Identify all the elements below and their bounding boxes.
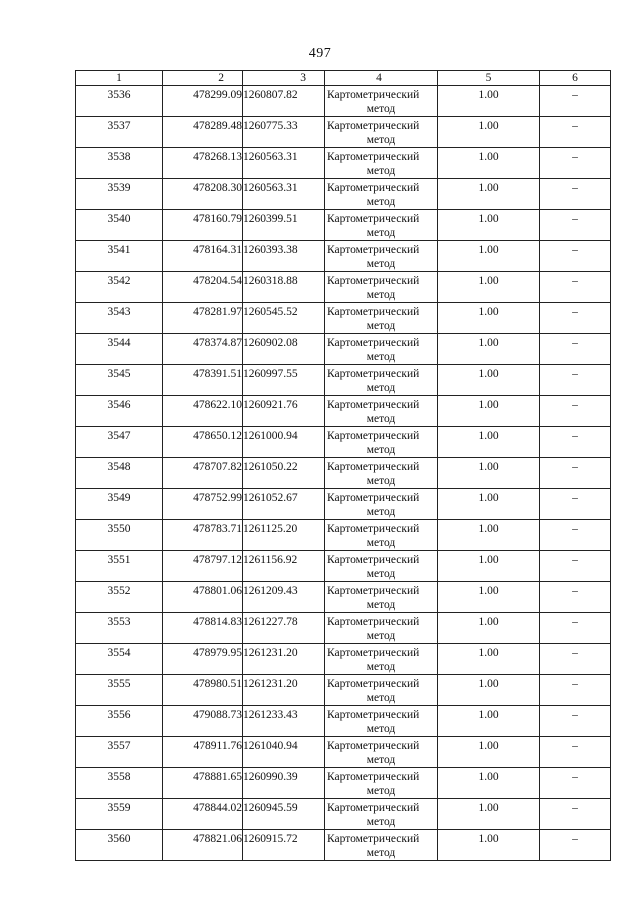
method-text: Картометрический [327, 368, 420, 380]
note-cell: – [540, 272, 611, 303]
table-row [76, 210, 611, 241]
method-cell [325, 365, 438, 396]
y-coordinate-cell: 1260545.52 [243, 303, 325, 334]
method-cell [325, 551, 438, 582]
table-row [76, 613, 611, 644]
accuracy-cell: 1.00 [438, 675, 540, 706]
method-text-continued: метод [366, 320, 396, 332]
method-text-continued: метод [366, 413, 396, 425]
note-cell: – [540, 179, 611, 210]
x-coordinate-cell: 478281.97 [163, 303, 243, 334]
method-cell [325, 396, 438, 427]
method-text: Картометрический [327, 89, 420, 101]
method-text: Картометрический [327, 523, 420, 535]
accuracy-cell: 1.00 [438, 272, 540, 303]
method-cell [325, 210, 438, 241]
table-row [76, 179, 611, 210]
method-text-continued: метод [366, 723, 396, 735]
accuracy-cell: 1.00 [438, 706, 540, 737]
x-coordinate-cell: 478752.99 [163, 489, 243, 520]
method-text-continued: метод [366, 506, 396, 518]
accuracy-cell: 1.00 [438, 520, 540, 551]
x-coordinate-cell: 478783.71 [163, 520, 243, 551]
method-text-continued: метод [366, 630, 396, 642]
method-text-continued: метод [366, 134, 396, 146]
method-text: Картометрический [327, 771, 420, 783]
page-number: 497 [308, 46, 332, 61]
table-row [76, 303, 611, 334]
method-text-continued: метод [366, 196, 396, 208]
table-row [76, 458, 611, 489]
table-row [76, 520, 611, 551]
accuracy-cell: 1.00 [438, 396, 540, 427]
point-number-cell: 3558 [76, 768, 163, 799]
accuracy-cell: 1.00 [438, 334, 540, 365]
point-number-cell: 3544 [76, 334, 163, 365]
y-coordinate-cell: 1261231.20 [243, 675, 325, 706]
y-coordinate-cell: 1260902.08 [243, 334, 325, 365]
y-coordinate-cell: 1260945.59 [243, 799, 325, 830]
x-coordinate-cell: 478881.65 [163, 768, 243, 799]
y-coordinate-cell: 1260915.72 [243, 830, 325, 861]
x-coordinate-cell: 478268.13 [163, 148, 243, 179]
accuracy-cell: 1.00 [438, 117, 540, 148]
method-text-continued: метод [366, 351, 396, 363]
method-text: Картометрический [327, 492, 420, 504]
table-row [76, 272, 611, 303]
table-row [76, 582, 611, 613]
point-number-cell: 3554 [76, 644, 163, 675]
note-cell: – [540, 582, 611, 613]
method-text: Картометрический [327, 120, 420, 132]
y-coordinate-cell: 1261040.94 [243, 737, 325, 768]
point-number-cell: 3546 [76, 396, 163, 427]
accuracy-cell: 1.00 [438, 613, 540, 644]
x-coordinate-cell: 478391.51 [163, 365, 243, 396]
point-number-cell: 3549 [76, 489, 163, 520]
note-cell: – [540, 675, 611, 706]
method-cell [325, 799, 438, 830]
note-cell: – [540, 644, 611, 675]
accuracy-cell: 1.00 [438, 830, 540, 861]
point-number-cell: 3542 [76, 272, 163, 303]
note-cell: – [540, 613, 611, 644]
method-text: Картометрический [327, 337, 420, 349]
point-number-cell: 3538 [76, 148, 163, 179]
x-coordinate-cell: 478844.02 [163, 799, 243, 830]
method-cell [325, 830, 438, 861]
method-text: Картометрический [327, 430, 420, 442]
point-number-cell: 3550 [76, 520, 163, 551]
table-row [76, 86, 611, 117]
y-coordinate-cell: 1260807.82 [243, 86, 325, 117]
x-coordinate-cell: 478299.09 [163, 86, 243, 117]
y-coordinate-cell: 1261227.78 [243, 613, 325, 644]
note-cell: – [540, 551, 611, 582]
table-row [76, 396, 611, 427]
point-number-cell: 3556 [76, 706, 163, 737]
point-number-cell: 3557 [76, 737, 163, 768]
method-text-continued: метод [366, 754, 396, 766]
method-text: Картометрический [327, 244, 420, 256]
accuracy-cell: 1.00 [438, 241, 540, 272]
accuracy-cell: 1.00 [438, 768, 540, 799]
y-coordinate-cell: 1260399.51 [243, 210, 325, 241]
y-coordinate-cell: 1260997.55 [243, 365, 325, 396]
column-header: 3 [243, 71, 325, 86]
x-coordinate-cell: 478797.12 [163, 551, 243, 582]
method-text-continued: метод [366, 165, 396, 177]
method-text: Картометрический [327, 306, 420, 318]
table-row [76, 737, 611, 768]
y-coordinate-cell: 1260563.31 [243, 148, 325, 179]
y-coordinate-cell: 1261125.20 [243, 520, 325, 551]
y-coordinate-cell: 1260318.88 [243, 272, 325, 303]
note-cell: – [540, 458, 611, 489]
y-coordinate-cell: 1260563.31 [243, 179, 325, 210]
point-number-cell: 3552 [76, 582, 163, 613]
note-cell: – [540, 799, 611, 830]
point-number-cell: 3551 [76, 551, 163, 582]
x-coordinate-cell: 478208.30 [163, 179, 243, 210]
method-text: Картометрический [327, 213, 420, 225]
x-coordinate-cell: 478289.48 [163, 117, 243, 148]
column-header: 6 [540, 71, 611, 86]
method-cell [325, 489, 438, 520]
method-text-continued: метод [366, 816, 396, 828]
method-cell [325, 458, 438, 489]
method-cell [325, 179, 438, 210]
point-number-cell: 3540 [76, 210, 163, 241]
method-text-continued: метод [366, 382, 396, 394]
point-number-cell: 3545 [76, 365, 163, 396]
method-cell [325, 272, 438, 303]
accuracy-cell: 1.00 [438, 582, 540, 613]
table-row [76, 830, 611, 861]
note-cell: – [540, 210, 611, 241]
table-body [76, 86, 611, 861]
x-coordinate-cell: 478801.06 [163, 582, 243, 613]
method-text: Картометрический [327, 833, 420, 845]
method-cell [325, 427, 438, 458]
method-cell [325, 737, 438, 768]
column-header: 4 [325, 71, 438, 86]
table-row [76, 148, 611, 179]
column-header: 1 [76, 71, 163, 86]
y-coordinate-cell: 1261209.43 [243, 582, 325, 613]
y-coordinate-cell: 1261050.22 [243, 458, 325, 489]
y-coordinate-cell: 1260393.38 [243, 241, 325, 272]
method-text-continued: метод [366, 227, 396, 239]
point-number-cell: 3553 [76, 613, 163, 644]
y-coordinate-cell: 1260990.39 [243, 768, 325, 799]
method-text-continued: метод [366, 568, 396, 580]
note-cell: – [540, 334, 611, 365]
y-coordinate-cell: 1260775.33 [243, 117, 325, 148]
note-cell: – [540, 489, 611, 520]
column-header: 5 [438, 71, 540, 86]
accuracy-cell: 1.00 [438, 427, 540, 458]
table-header-row [76, 71, 611, 86]
method-cell [325, 644, 438, 675]
x-coordinate-cell: 478979.95 [163, 644, 243, 675]
note-cell: – [540, 706, 611, 737]
method-text: Картометрический [327, 585, 420, 597]
point-number-cell: 3543 [76, 303, 163, 334]
method-text: Картометрический [327, 740, 420, 752]
method-cell [325, 613, 438, 644]
point-number-cell: 3539 [76, 179, 163, 210]
note-cell: – [540, 241, 611, 272]
y-coordinate-cell: 1261052.67 [243, 489, 325, 520]
accuracy-cell: 1.00 [438, 365, 540, 396]
note-cell: – [540, 768, 611, 799]
table-row [76, 427, 611, 458]
point-number-cell: 3560 [76, 830, 163, 861]
method-text-continued: метод [366, 599, 396, 611]
method-cell [325, 241, 438, 272]
coordinates-table [75, 70, 611, 861]
x-coordinate-cell: 479088.73 [163, 706, 243, 737]
point-number-cell: 3541 [76, 241, 163, 272]
table-row [76, 799, 611, 830]
method-text-continued: метод [366, 103, 396, 115]
table-row [76, 706, 611, 737]
method-text: Картометрический [327, 554, 420, 566]
method-cell [325, 148, 438, 179]
x-coordinate-cell: 478160.79 [163, 210, 243, 241]
y-coordinate-cell: 1261231.20 [243, 644, 325, 675]
method-text: Картометрический [327, 151, 420, 163]
method-text-continued: метод [366, 258, 396, 270]
note-cell: – [540, 737, 611, 768]
table-row [76, 334, 611, 365]
point-number-cell: 3537 [76, 117, 163, 148]
method-cell [325, 582, 438, 613]
method-text-continued: метод [366, 444, 396, 456]
y-coordinate-cell: 1261233.43 [243, 706, 325, 737]
method-cell [325, 675, 438, 706]
table-row [76, 241, 611, 272]
method-text: Картометрический [327, 399, 420, 411]
method-text-continued: метод [366, 661, 396, 673]
note-cell: – [540, 365, 611, 396]
accuracy-cell: 1.00 [438, 303, 540, 334]
method-text-continued: метод [366, 475, 396, 487]
method-cell [325, 86, 438, 117]
x-coordinate-cell: 478911.76 [163, 737, 243, 768]
y-coordinate-cell: 1261000.94 [243, 427, 325, 458]
method-text-continued: метод [366, 847, 396, 859]
note-cell: – [540, 117, 611, 148]
x-coordinate-cell: 478707.82 [163, 458, 243, 489]
note-cell: – [540, 86, 611, 117]
table-row [76, 489, 611, 520]
accuracy-cell: 1.00 [438, 489, 540, 520]
note-cell: – [540, 830, 611, 861]
table-row [76, 675, 611, 706]
method-text: Картометрический [327, 461, 420, 473]
accuracy-cell: 1.00 [438, 86, 540, 117]
x-coordinate-cell: 478980.51 [163, 675, 243, 706]
accuracy-cell: 1.00 [438, 458, 540, 489]
x-coordinate-cell: 478814.83 [163, 613, 243, 644]
y-coordinate-cell: 1260921.76 [243, 396, 325, 427]
x-coordinate-cell: 478622.10 [163, 396, 243, 427]
x-coordinate-cell: 478374.87 [163, 334, 243, 365]
method-cell [325, 768, 438, 799]
method-cell [325, 117, 438, 148]
note-cell: – [540, 427, 611, 458]
note-cell: – [540, 148, 611, 179]
table-row [76, 768, 611, 799]
method-text: Картометрический [327, 182, 420, 194]
accuracy-cell: 1.00 [438, 737, 540, 768]
point-number-cell: 3559 [76, 799, 163, 830]
note-cell: – [540, 396, 611, 427]
method-text-continued: метод [366, 692, 396, 704]
method-text: Картометрический [327, 647, 420, 659]
x-coordinate-cell: 478821.06 [163, 830, 243, 861]
table-row [76, 644, 611, 675]
method-text-continued: метод [366, 785, 396, 797]
method-cell [325, 303, 438, 334]
table-row [76, 551, 611, 582]
point-number-cell: 3555 [76, 675, 163, 706]
method-text-continued: метод [366, 537, 396, 549]
accuracy-cell: 1.00 [438, 551, 540, 582]
method-cell [325, 520, 438, 551]
method-text: Картометрический [327, 275, 420, 287]
accuracy-cell: 1.00 [438, 644, 540, 675]
accuracy-cell: 1.00 [438, 179, 540, 210]
method-text: Картометрический [327, 678, 420, 690]
y-coordinate-cell: 1261156.92 [243, 551, 325, 582]
method-cell [325, 334, 438, 365]
method-text: Картометрический [327, 616, 420, 628]
point-number-cell: 3536 [76, 86, 163, 117]
accuracy-cell: 1.00 [438, 799, 540, 830]
note-cell: – [540, 303, 611, 334]
table-row [76, 117, 611, 148]
note-cell: – [540, 520, 611, 551]
accuracy-cell: 1.00 [438, 210, 540, 241]
method-text: Картометрический [327, 802, 420, 814]
x-coordinate-cell: 478650.12 [163, 427, 243, 458]
point-number-cell: 3548 [76, 458, 163, 489]
table-row [76, 365, 611, 396]
method-text: Картометрический [327, 709, 420, 721]
method-cell [325, 706, 438, 737]
point-number-cell: 3547 [76, 427, 163, 458]
accuracy-cell: 1.00 [438, 148, 540, 179]
column-header: 2 [163, 71, 243, 86]
method-text-continued: метод [366, 289, 396, 301]
x-coordinate-cell: 478164.31 [163, 241, 243, 272]
x-coordinate-cell: 478204.54 [163, 272, 243, 303]
